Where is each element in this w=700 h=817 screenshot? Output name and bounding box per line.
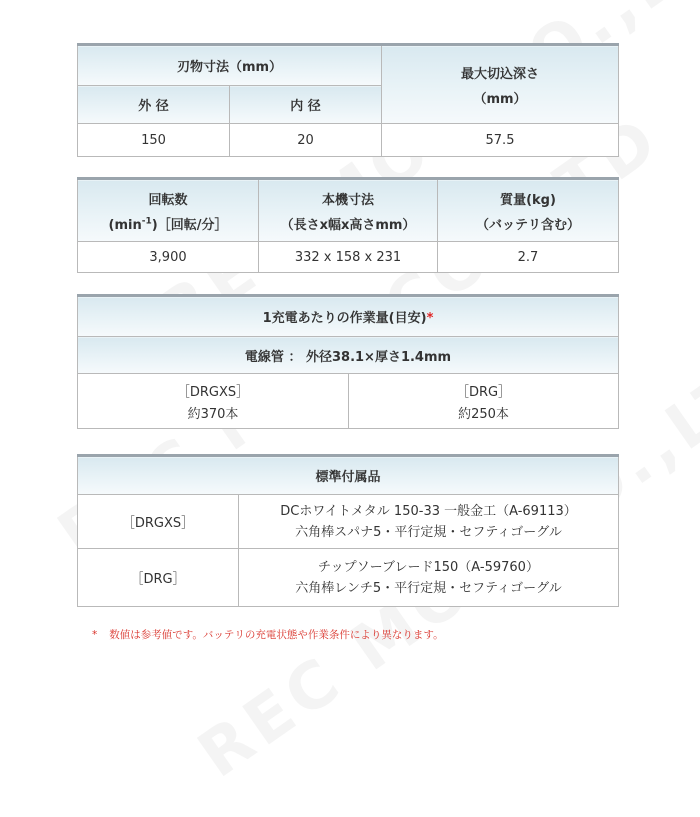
footnote bbox=[92, 627, 444, 642]
mass-value: 2.7 bbox=[438, 242, 619, 273]
outer-diameter-value: 150 bbox=[78, 124, 230, 157]
model-label: ［DRGXS］ bbox=[78, 495, 239, 549]
outer-diameter-header: 外 径 bbox=[78, 86, 230, 124]
inner-diameter-header: 内 径 bbox=[230, 86, 382, 124]
model-label: ［DRGXS］ bbox=[176, 384, 250, 400]
accessory-list bbox=[239, 495, 619, 549]
work-amount: 約250本 bbox=[458, 406, 509, 422]
machine-size-unit: （長さx幅x高さmm） bbox=[280, 217, 416, 233]
footnote-mark: * bbox=[92, 629, 98, 641]
blade-spec-table bbox=[77, 43, 619, 157]
accessory-line: チップソーブレード150（A-59760） bbox=[318, 559, 539, 575]
machine-spec-table bbox=[77, 177, 619, 273]
table-row bbox=[78, 495, 619, 549]
work-per-charge-table bbox=[77, 294, 619, 429]
max-cut-depth-value: 57.5 bbox=[382, 124, 619, 157]
max-cut-depth-label: 最大切込深さ bbox=[460, 66, 539, 82]
accessories-header: 標準付属品 bbox=[78, 456, 619, 495]
work-amount: 約370本 bbox=[187, 406, 239, 422]
mass-label: 質量(kg) bbox=[500, 192, 556, 208]
mass-note: （バッテリ含む） bbox=[475, 217, 580, 233]
model-label: ［DRG］ bbox=[78, 549, 239, 607]
accessory-list bbox=[239, 549, 619, 607]
accessories-table bbox=[77, 454, 619, 607]
rpm-label: 回転数 bbox=[148, 192, 188, 208]
blade-size-header: 刃物寸法（mm） bbox=[78, 45, 382, 86]
rpm-header bbox=[78, 179, 259, 242]
machine-size-value: 332 x 158 x 231 bbox=[259, 242, 438, 273]
inner-diameter-value: 20 bbox=[230, 124, 382, 157]
accessory-line: DCホワイトメタル 150-33 一般金工（A-69113） bbox=[280, 503, 577, 519]
footnote-text: 数値は参考値です。バッテリの充電状態や作業条件により異なります。 bbox=[109, 629, 444, 641]
table-row bbox=[78, 549, 619, 607]
rpm-value: 3,900 bbox=[78, 242, 259, 273]
accessory-line: 六角棒スパナ5・平行定規・セフティゴーグル bbox=[295, 524, 562, 540]
max-cut-depth-unit: （mm） bbox=[473, 91, 527, 107]
work-amount-drg bbox=[349, 374, 619, 429]
model-label: ［DRG］ bbox=[455, 384, 512, 400]
work-per-charge-header: 1充電あたりの作業量(目安)* bbox=[78, 296, 619, 337]
accessory-line: 六角棒レンチ5・平行定規・セフティゴーグル bbox=[295, 580, 562, 596]
machine-size-header bbox=[259, 179, 438, 242]
conduit-spec-header: 電線管 ： 外径38.1×厚さ1.4mm bbox=[78, 337, 619, 374]
mass-header bbox=[438, 179, 619, 242]
work-amount-drgxs bbox=[78, 374, 349, 429]
max-cut-depth-header bbox=[382, 45, 619, 124]
rpm-unit: $(\min^{-1})[$回転/分］ bbox=[108, 216, 228, 233]
machine-size-label: 本機寸法 bbox=[321, 192, 374, 208]
asterisk-mark: * bbox=[426, 311, 434, 326]
